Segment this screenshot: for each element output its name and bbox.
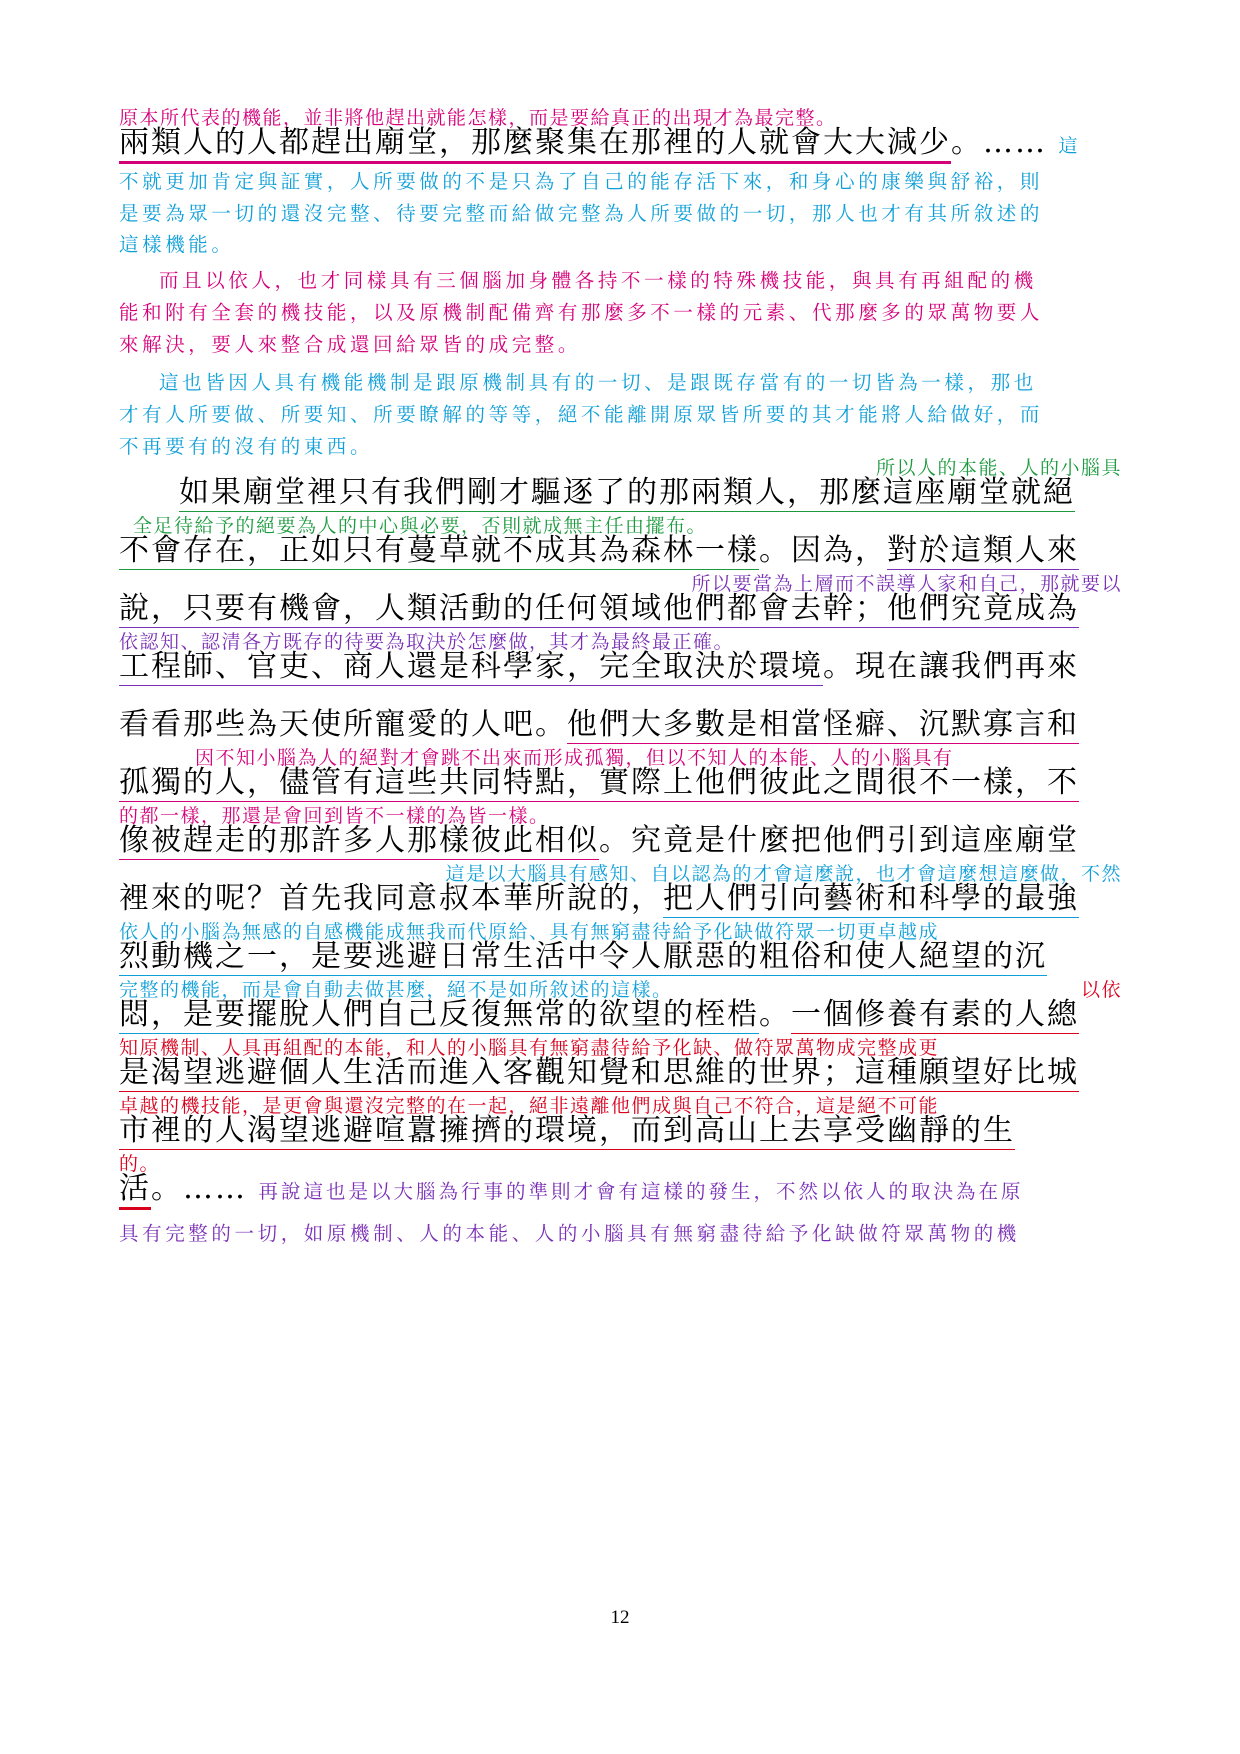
page-number: 12 [610,1607,630,1628]
quoted-text-line: 是渴望逃避個人生活而進入客觀知覺和思維的世界；這種願望好比城 [119,1054,1122,1092]
body-line: 能和附有全套的機技能，以及原機制配備齊有那麼多不一樣的元素、代那麼多的眾萬物要人 [119,301,1044,324]
body-line: 不再要有的沒有的東西。 [119,435,374,458]
annotation-line: 所以要當為上層而不誤導人家和自己，那就要以 [691,573,1122,595]
quoted-text-line: 活。…… 再說這也是以大腦為行事的準則才會有這樣的發生，不然以依人的取決為在原 [119,1170,1122,1211]
quoted-text-line: 悶，是要擺脫人們自己反復無常的欲望的桎梏。一個修養有素的人總 [119,996,1122,1034]
quoted-text-line: 看看那些為天使所寵愛的人吧。他們大多數是相當怪癖、沉默寡言和 [119,706,1122,744]
annotation-line: 所以人的本能、人的小腦具 [875,457,1122,479]
body-line: 是要為眾一切的還沒完整、待要完整而給做完整為人所要做的一切，那人也才有其所敘述的 [119,202,1044,225]
body-line: 才有人所要做、所要知、所要瞭解的等等，絕不能離開原眾皆所要的其才能將人給做好，而 [119,403,1044,426]
annotation-line: 的。 [119,1153,161,1175]
quoted-text-line: 孤獨的人，儘管有這些共同特點，實際上他們彼此之間很不一樣，不 [119,764,1122,802]
annotation-line: 因不知小腦為人的絕對才會跳不出來而形成孤獨，但以不知人的本能、人的小腦具有 [195,747,954,769]
body-line: 這樣機能。 [119,233,235,256]
quoted-text-line: 像被趕走的那許多人那樣彼此相似。究竟是什麼把他們引到這座廟堂 [119,822,1122,860]
quoted-text-line: 裡來的呢？首先我同意叔本華所說的，把人們引向藝術和科學的最強 [119,880,1122,918]
annotation-line: 原本所代表的機能，並非將他趕出就能怎樣，而是要給真正的出現才為最完整。 [119,107,837,129]
annotation-line: 完整的機能，而是會自動去做甚麼，絕不是如所敘述的這樣。 以依 [119,979,1122,1001]
quoted-text-line: 說，只要有機會，人類活動的任何領域他們都會去幹；他們究竟成為 [119,590,1122,628]
body-line: 而且以依人，也才同樣具有三個腦加身體各持不一樣的特殊機技能，與具有再組配的機 [159,269,1037,292]
quoted-text-line: 不會存在，正如只有蔓草就不成其為森林一樣。因為，對於這類人來 [119,532,1122,570]
body-line: 這也皆因人具有機能機制是跟原機制具有的一切、是跟既存當有的一切皆為一樣，那也 [159,371,1037,394]
quoted-text-line: 工程師、官吏、商人還是科學家，完全取決於環境。現在讓我們再來 [119,648,1122,686]
body-line: 來解決，要人來整合成還回給眾皆的成完整。 [119,333,582,356]
quoted-text-line: 如果廟堂裡只有我們剛才驅逐了的那兩類人，那麼這座廟堂就絕 [119,474,1122,512]
quoted-text-line: 兩類人的人都趕出廟堂，那麼聚集在那裡的人就會大大減少。…… 這 [119,124,1122,165]
annotation-line: 依認知、認清各方既存的待要為取決於怎麼做，其才為最終最正確。 [119,631,735,653]
annotation-line: 知原機制、人具再組配的本能，和人的小腦具有無窮盡待給予化缺、做符眾萬物成完整成更 [119,1037,940,1059]
quoted-text-line: 市裡的人渴望逃避喧囂擁擠的環境，而到高山上去享受幽靜的生 [119,1112,1122,1150]
annotation-line: 的都一樣，那還是會回到皆不一樣的為皆一樣。 [119,805,550,827]
body-line: 具有完整的一切，如原機制、人的本能、人的小腦具有無窮盡待給予化缺做符眾萬物的機 [119,1222,1020,1245]
annotation-line: 依人的小腦為無感的自感機能成無我而代原給、具有無窮盡待給予化缺做符眾一切更卓越成 [119,921,940,943]
annotation-line: 全足待給予的絕要為人的中心與必要，否則就成無主任由擺布。 [133,515,708,537]
quoted-text-line: 烈動機之一，是要逃避日常生活中令人厭惡的粗俗和使人絕望的沉 [119,938,1122,976]
body-line: 不就更加肯定與証實，人所要做的不是只為了自己的能存活下來，和身心的康樂與舒裕，則 [119,170,1044,193]
annotation-line: 卓越的機技能，是更會與還沒完整的在一起，絕非遠離他們成與自己不符合，這是絕不可能 [119,1095,940,1117]
annotation-line: 這是以大腦具有感知、自以認為的才會這麼說，也才會這麼想這麼做，不然 [445,863,1122,885]
